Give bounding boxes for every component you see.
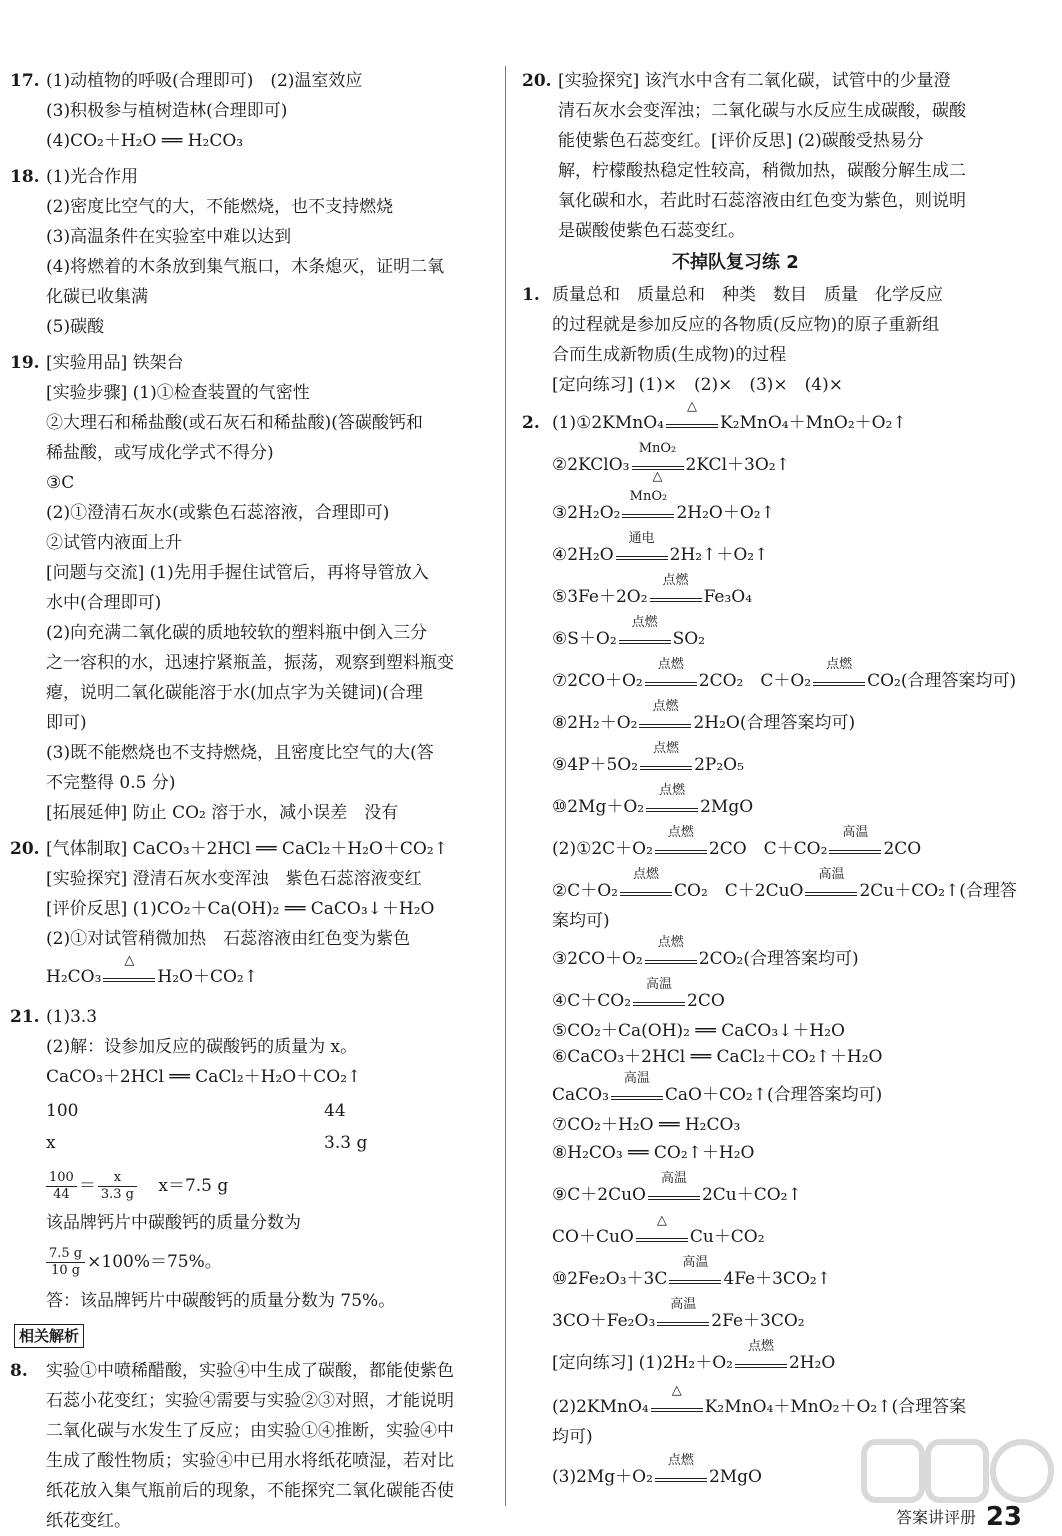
q21-number: 21. — [10, 1007, 40, 1027]
q2-eq-4: ④2H₂O 通电 2H₂↑＋O₂↑ — [552, 531, 769, 565]
q2-practice-1: [定向练习] (1)2H₂＋O₂ 点燃 2H₂O — [552, 1339, 836, 1373]
q2-eq-18: ⑦CO₂＋H₂O ══ H₂CO₃ — [552, 1115, 741, 1135]
q19-line-3: ②大理石和稀盐酸(或石灰石和稀盐酸)(答碳酸钙和 — [46, 413, 423, 433]
q8-line-2: 石蕊小花变红；实验④需要与实验②③对照，才能说明 — [46, 1391, 454, 1411]
r-q20-line-5: 氧化碳和水，若此时石蕊溶液由红色变为紫色，则说明 — [558, 191, 966, 211]
section-heading: 不掉队复习练 2 — [672, 252, 799, 273]
q8-line-4: 生成了酸性物质；实验④中已用水将纸花喷湿，若对比 — [46, 1451, 454, 1471]
q2-practice-2-cont: 均可) — [552, 1427, 593, 1447]
q8-line-6: 纸花变红。 — [46, 1511, 131, 1531]
q19-line-8: [问题与交流] (1)先用手握住试管后，再将导管放入 — [46, 563, 429, 583]
q17-number: 17. — [10, 71, 40, 91]
q2-practice-3: (3)2Mg＋O₂ 点燃 2MgO — [552, 1453, 762, 1487]
q2-eq-21: CO＋CuO △ Cu＋CO₂ — [552, 1213, 765, 1247]
q8-number: 8. — [10, 1361, 28, 1381]
q2-eq-9: ⑨4P＋5O₂ 点燃 2P₂O₅ — [552, 741, 744, 775]
q19-line-2: [实验步骤] (1)①检查装置的气密性 — [46, 383, 310, 403]
q20-line-2: [实验探究] 澄清石灰水变浑浊 紫色石蕊溶液变红 — [46, 869, 422, 889]
q21-line-2: (2)解：设参加反应的碳酸钙的质量为 x。 — [46, 1037, 358, 1057]
q17-line-2: (3)积极参与植树造林(合理即可) — [46, 101, 288, 121]
q18-number: 18. — [10, 167, 40, 187]
q19-number: 19. — [10, 353, 40, 373]
heat-condition: △ — [103, 970, 155, 982]
q1-number: 1. — [522, 285, 540, 305]
q2-eq-17: CaCO₃ 高温 CaO＋CO₂↑(合理答案均可) — [552, 1071, 883, 1105]
q2-eq-12-cont: 案均可) — [552, 911, 610, 931]
q2-eq-23: 3CO＋Fe₂O₃ 高温 2Fe＋3CO₂ — [552, 1297, 805, 1331]
q2-eq-22: ⑩2Fe₂O₃＋3C 高温 4Fe＋3CO₂↑ — [552, 1255, 831, 1289]
q17-line-3: (4)CO₂＋H₂O ══ H₂CO₃ — [46, 131, 244, 151]
q2-practice-2: (2)2KMnO₄ △ K₂MnO₄＋MnO₂＋O₂↑(合理答案 — [552, 1383, 967, 1417]
q21-proportion: $\frac{100}{44}$ ＝ $\frac{x}{3.3 g}$ x＝7.5 g — [44, 1166, 228, 1206]
q21-line-4a: 100 — [46, 1101, 79, 1121]
page-number: 23 — [985, 1502, 1022, 1532]
q19-line-7: ②试管内液面上升 — [46, 533, 182, 553]
q8-line-5: 纸花放入集气瓶前后的现象，不能探究二氧化碳能否使 — [46, 1481, 454, 1501]
q18-line-3: (3)高温条件在实验室中难以达到 — [46, 227, 292, 247]
q18-line-6: (5)碳酸 — [46, 317, 105, 337]
q19-line-11: 之一容积的水，迅速拧紧瓶盖，振荡，观察到塑料瓶变 — [46, 653, 454, 673]
q20-line-5: H₂CO₃ △ H₂O＋CO₂↑ — [46, 953, 258, 987]
q2-eq-16: ⑥CaCO₃＋2HCl ══ CaCl₂＋CO₂↑＋H₂O — [552, 1047, 883, 1067]
q19-line-13: 即可) — [46, 713, 87, 733]
q2-eq-6: ⑥S＋O₂ 点燃 SO₂ — [552, 615, 706, 649]
q2-eq-13: ③2CO＋O₂ 点燃 2CO₂(合理答案均可) — [552, 935, 859, 969]
q2-eq-19: ⑧H₂CO₃ ══ CO₂↑＋H₂O — [552, 1143, 755, 1163]
q20-number: 20. — [10, 839, 40, 859]
r-q20-line-4: 解，柠檬酸热稳定性较高，稍微加热，碳酸分解生成二 — [558, 161, 966, 181]
q2-eq-15: ⑤CO₂＋Ca(OH)₂ ══ CaCO₃↓＋H₂O — [552, 1021, 845, 1041]
q2-eq-11: (2)①2C＋O₂ 点燃 2CO C＋CO₂ 高温 2CO — [552, 825, 922, 859]
r-q20-number: 20. — [522, 71, 552, 91]
q2-eq-7: ⑦2CO＋O₂ 点燃 2CO₂ C＋O₂ 点燃 CO₂(合理答案均可) — [552, 657, 1017, 691]
q2-eq-14: ④C＋CO₂ 高温 2CO — [552, 977, 725, 1011]
q21-line-5b: 3.3 g — [324, 1133, 368, 1153]
r-q20-line-6: 是碳酸使紫色石蕊变红。 — [558, 221, 745, 241]
q18-line-4: (4)将燃着的木条放到集气瓶口，木条熄灭，证明二氧 — [46, 257, 445, 277]
q21-line-5a: x — [46, 1133, 56, 1153]
q19-line-5: ③C — [46, 473, 75, 493]
q19-line-6: (2)①澄清石灰水(或紫色石蕊溶液，合理即可) — [46, 503, 390, 523]
q19-line-10: (2)向充满二氧化碳的质地较软的塑料瓶中倒入三分 — [46, 623, 428, 643]
q2-eq-10: ⑩2Mg＋O₂ 点燃 2MgO — [552, 783, 754, 817]
q19-line-16: [拓展延伸] 防止 CO₂ 溶于水，减小误差 没有 — [46, 803, 399, 823]
q21-line-7: 该品牌钙片中碳酸钙的质量分数为 — [46, 1213, 301, 1233]
q2-eq-8: ⑧2H₂＋O₂ 点燃 2H₂O(合理答案均可) — [552, 699, 856, 733]
q21-answer: 答：该品牌钙片中碳酸钙的质量分数为 75%。 — [46, 1291, 396, 1311]
q1-line-2: 的过程就是参加反应的各物质(反应物)的原子重新组 — [552, 315, 940, 335]
q19-line-14: (3)既不能燃烧也不支持燃烧，且密度比空气的大(答 — [46, 743, 434, 763]
q18-line-5: 化碳已收集满 — [46, 287, 148, 307]
q19-line-12: 瘪，说明二氧化碳能溶于水(加点字为关键词)(合理 — [46, 683, 423, 703]
q2-eq-3: ③2H₂O₂ MnO₂ 2H₂O＋O₂↑ — [552, 489, 775, 523]
r-q20-line-3: 能使紫色石蕊变红。[评价反思] (2)碳酸受热易分 — [558, 131, 924, 151]
q21-line-4b: 44 — [324, 1101, 346, 1121]
q2-number: 2. — [522, 413, 540, 433]
r-q20-line-2: 清石灰水会变浑浊；二氧化碳与水反应生成碳酸，碳酸 — [558, 101, 966, 121]
q19-line-15: 不完整得 0.5 分) — [46, 773, 176, 793]
q21-line-3: CaCO₃＋2HCl ══ CaCl₂＋H₂O＋CO₂↑ — [46, 1067, 362, 1087]
q2-eq-5: ⑤3Fe＋2O₂ 点燃 Fe₃O₄ — [552, 573, 753, 607]
related-analysis-tag: 相关解析 — [14, 1324, 84, 1348]
q18-line-2: (2)密度比空气的大，不能燃烧，也不支持燃烧 — [46, 197, 394, 217]
q19-line-4: 稀盐酸，或写成化学式不得分) — [46, 443, 274, 463]
q2-eq-20: ⑨C＋2CuO 高温 2Cu＋CO₂↑ — [552, 1171, 802, 1205]
q20-line-4: (2)①对试管稍微加热 石蕊溶液由红色变为紫色 — [46, 929, 411, 949]
q8-line-3: 二氧化碳与水发生了反应；由实验①④推断，实验④中 — [46, 1421, 454, 1441]
column-divider — [505, 66, 506, 1506]
q19-line-9: 水中(合理即可) — [46, 593, 162, 613]
q2-eq-12: ②C＋O₂ 点燃 CO₂ C＋2CuO 高温 2Cu＋CO₂↑(合理答 — [552, 867, 1017, 901]
q20-line-3: [评价反思] (1)CO₂＋Ca(OH)₂ ══ CaCO₃↓＋H₂O — [46, 899, 435, 919]
q1-line-4: [定向练习] (1)× (2)× (3)× (4)× — [552, 375, 843, 395]
q21-percentage: $\frac{7.5 g}{10 g}$ ×100%＝75%。 — [44, 1242, 222, 1282]
q2-eq-2: ②2KClO₃ MnO₂ △ 2KCl＋3O₂↑ — [552, 441, 790, 484]
footer-label: 答案讲评册 — [895, 1508, 976, 1527]
q1-line-3: 合而生成新物质(生成物)的过程 — [552, 345, 787, 365]
